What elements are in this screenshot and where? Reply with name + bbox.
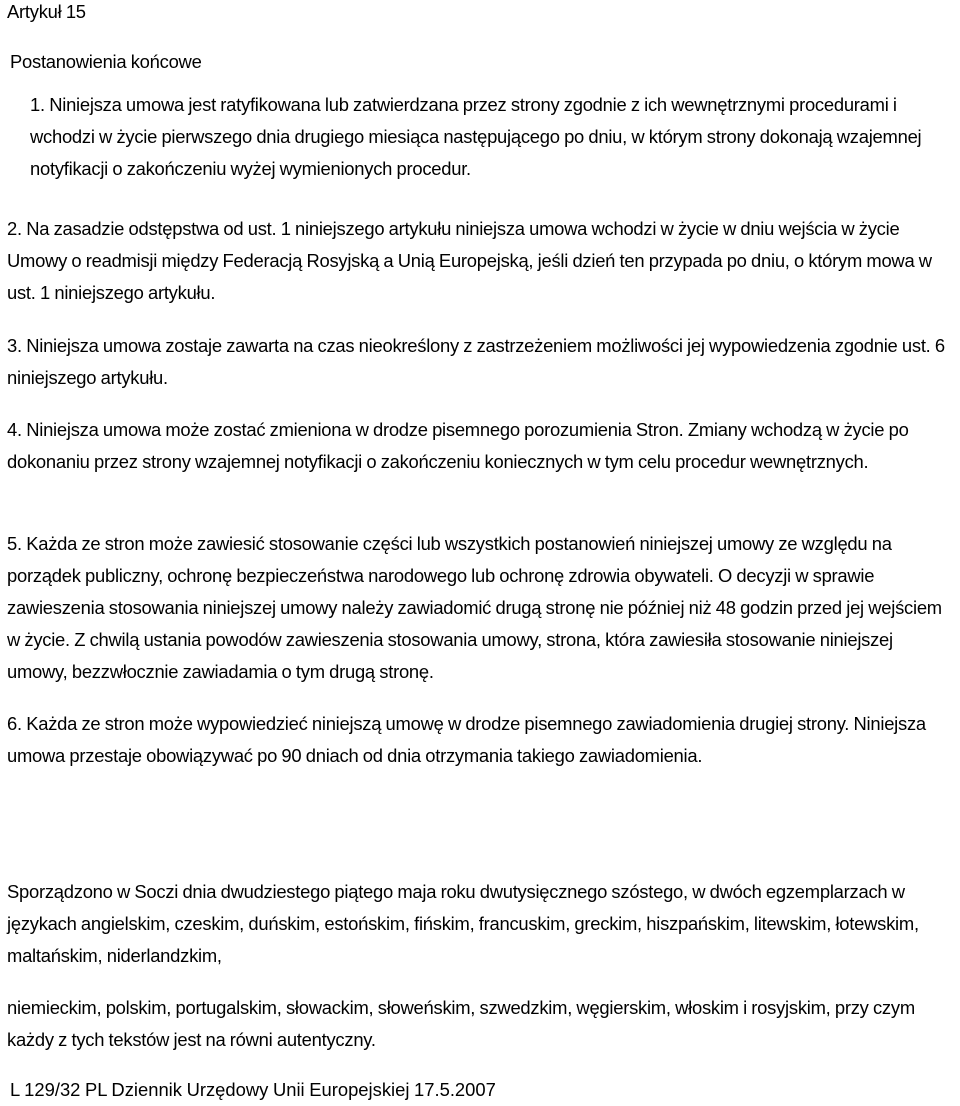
paragraph-5: 5. Każda ze stron może zawiesić stosowanie części lub wszystkich postanowień niniejszej umowy ze względu na porządek publiczny, ochronę bezpieczeństwa narodowego lub ochronę zdrowia obywateli. O decyzji w sprawie zawieszenia stosowania niniejszej umowy należy zawiadomić drugą stronę nie później niż 48 godzin przed jej wejściem w życie. Z chwilą ustania powodów zawieszenia stosowania umowy, strona, która zawiesiła stosowanie niniejszej umowy, bezzwłocznie zawiadamia o tym drugą stronę. [7, 533, 942, 682]
signature-clause-part-2: niemieckim, polskim, portugalskim, słowackim, słoweńskim, szwedzkim, węgierskim, włoskim i rosyjskim, przy czym każdy z tych tekstów jest na równi autentyczny. [7, 997, 915, 1050]
paragraph-1: 1. Niniejsza umowa jest ratyfikowana lub zatwierdzana przez strony zgodnie z ich wewnętrznymi procedurami i wchodzi w życie pierwszego dnia drugiego miesiąca następującego po dniu, w którym strony dokonają wzajemnej notyfikacji o zakończeniu wyżej wymienionych procedur. [30, 94, 922, 179]
signature-clause-part-1: Sporządzono w Soczi dnia dwudziestego piątego maja roku dwutysięcznego szóstego, w dwóch egzemplarzach w językach angielskim, czeskim, duńskim, estońskim, fińskim, francuskim, greckim, hiszpańskim, litewskim, łotewskim, maltańskim, niderlandzkim, [7, 881, 919, 966]
article-heading: Artykuł 15 [7, 1, 86, 22]
page-footer: L 129/32 PL Dziennik Urzędowy Unii Europejskiej 17.5.2007 [10, 1079, 496, 1100]
paragraph-2: 2. Na zasadzie odstępstwa od ust. 1 niniejszego artykułu niniejsza umowa wchodzi w życie w dniu wejścia w życie Umowy o readmisji między Federacją Rosyjską a Unią Europejską, jeśli dzień ten przypada po dniu, o którym mowa w ust. 1 niniejszego artykułu. [7, 218, 932, 303]
section-heading: Postanowienia końcowe [10, 51, 202, 72]
paragraph-3: 3. Niniejsza umowa zostaje zawarta na czas nieokreślony z zastrzeżeniem możliwości jej wypowiedzenia zgodnie ust. 6 niniejszego artykułu. [7, 335, 945, 388]
paragraph-6: 6. Każda ze stron może wypowiedzieć niniejszą umowę w drodze pisemnego zawiadomienia drugiej strony. Niniejsza umowa przestaje obowiązywać po 90 dniach od dnia otrzymania takiego zawiadomienia. [7, 713, 926, 766]
paragraph-4: 4. Niniejsza umowa może zostać zmieniona w drodze pisemnego porozumienia Stron. Zmiany wchodzą w życie po dokonaniu przez strony wzajemnej notyfikacji o zakończeniu koniecznych w tym celu procedur wewnętrznych. [7, 419, 909, 472]
